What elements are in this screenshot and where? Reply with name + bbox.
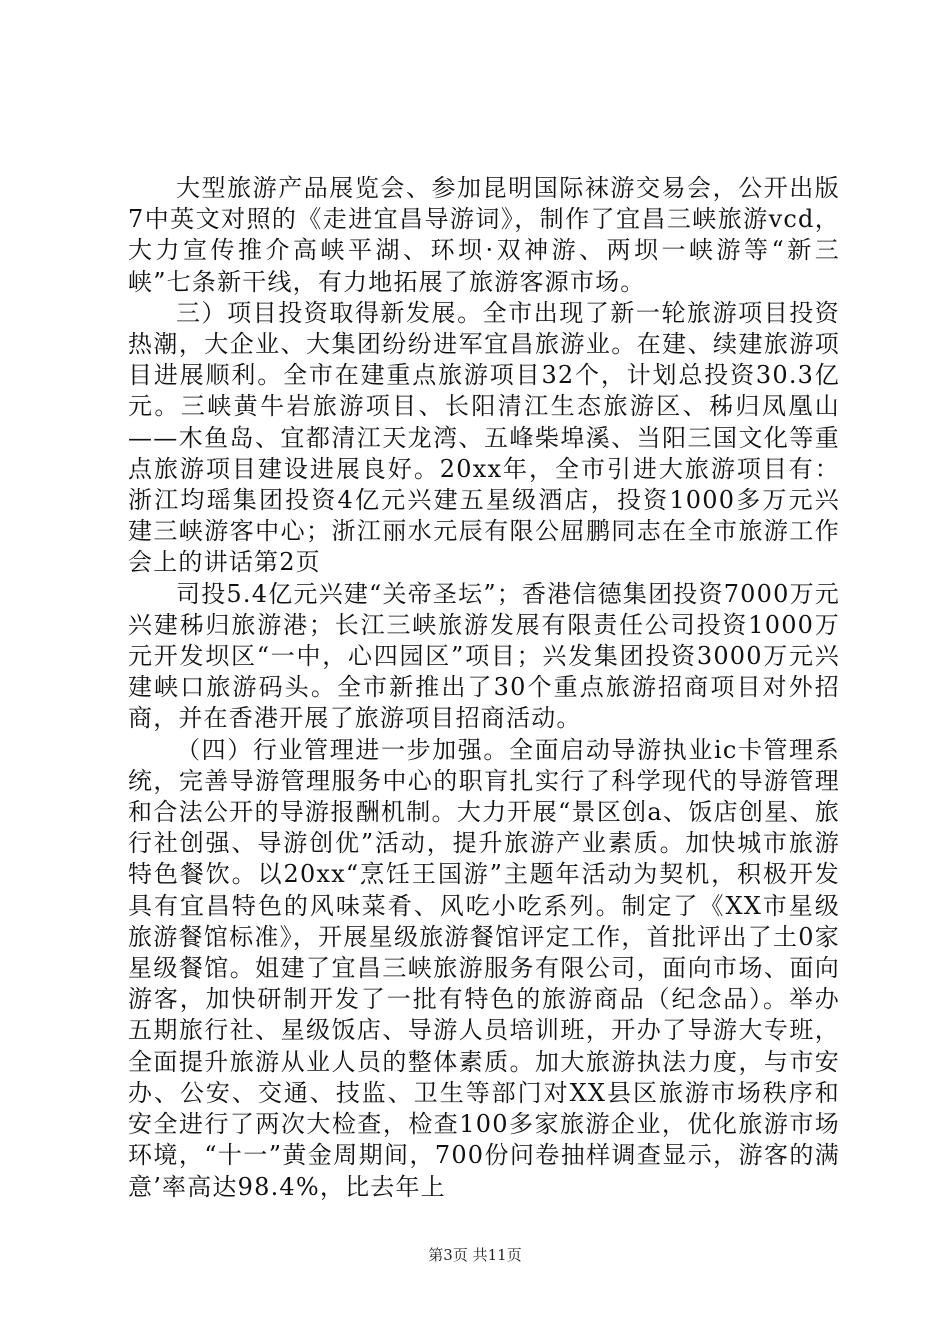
paragraph: 三）项目投资取得新发展。全市出现了新一轮旅游项目投资热潮，大企业、大集团纷纷进军宜昌旅游业。在建、续建旅游项目进展顺利。全市在建重点旅游项目32个，计划总投资30.3亿元。三峡黄牛岩旅游项目、长阳清江生态旅游区、秭归凤凰山——木鱼岛、宜都清江天龙湾、五峰柴埠溪、当阳三国文化等重点旅游项目建设进展良好。20xx年，全市引进大旅游项目有：浙江均瑶集团投资4亿元兴建五星级酒店，投资1000多万元兴建三峡游客中心；浙江丽水元辰有限公屈鹏同志在全市旅游工作会上的讲话第2页 [128,298,840,577]
paragraph: 司投5.4亿元兴建“关帝圣坛”；香港信德集团投资7000万元兴建秭归旅游港；长江三峡旅游发展有限责任公司投资1000万元开发坝区“一中，心四园区”项目；兴发集团投资3000万元兴建峡口旅游码头。全市新推出了30个重点旅游招商项目对外招商，并在香港开展了旅游项目招商活动。 [128,579,840,733]
paragraph: （四）行业管理进一步加强。全面启动导游执业ic卡管理系统，完善导游管理服务中心的职肓扎实行了科学现代的导游管理和合法公开的导游报酬机制。大力开展“景区创a、饭店创星、旅行社创强、导游创优”活动，提升旅游产业素质。加快城市旅游特色餐饮。以20xx“烹饪王国游”主题年活动为契机，积极开发具有宜昌特色的风味菜肴、风吃小吃系列。制定了《XX市星级旅游餐馆标准》，开展星级旅游餐馆评定工作，首批评出了土0家星级餐馆。姐建了宜昌三峡旅游服务有限公司，面向市场、面向游客，加快研制开发了一批有特色的旅游商品（纪念品）。举办五期旅行社、星级饭店、导游人员培训班，开办了导游大专班，全面提升旅游从业人员的整体素质。加大旅游执法力度，与市安办、公安、交通、技监、卫生等部门对XX县区旅游市场秩序和安全进行了两次大检查，检查100多家旅游企业，优化旅游市场环境，“十一”黄金周期间，700份问卷抽样调查显示，游客的满意’率高达98.4%，比去年上 [128,735,840,1201]
paragraph: 大型旅游产品展览会、参加昆明国际袜游交易会，公开出版7中英文对照的《走进宜昌导游词》，制作了宜昌三峡旅游vcd，大力宣传推介高峡平湖、环坝·双神游、两坝一峡游等“新三峡”七条新干线，有力地拓展了旅游客源市场。 [128,174,840,296]
document-body [128,173,840,1203]
page-footer: 第3页 共11页 [428,1246,522,1264]
